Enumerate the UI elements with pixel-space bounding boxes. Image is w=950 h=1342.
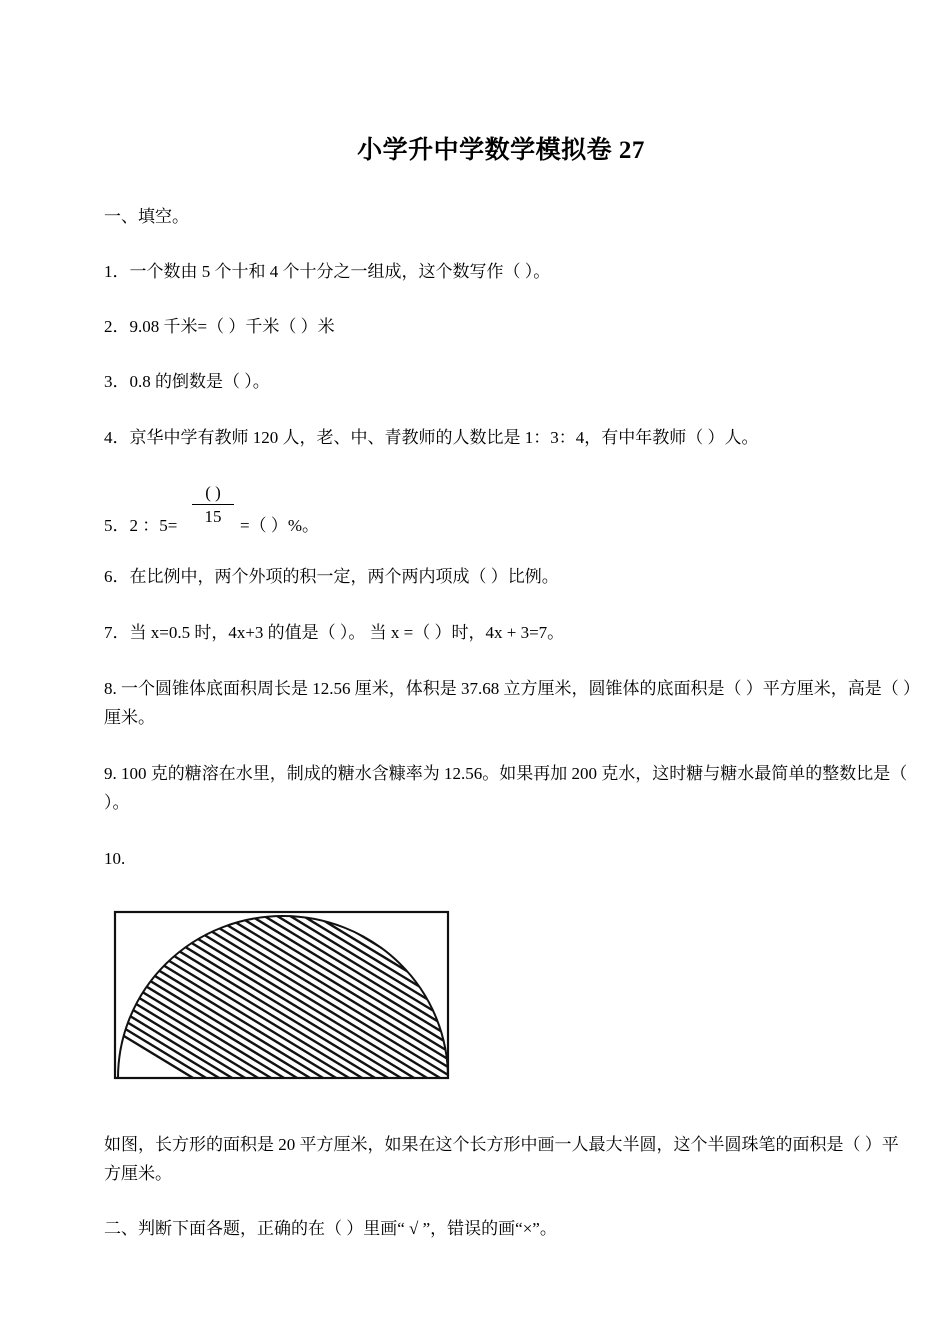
question-4: 4．京华中学有教师 120 人，老、中、青教师的人数比是 1：3：4，有中年教师（ ）人。 — [104, 428, 759, 447]
fraction — [192, 482, 234, 529]
question-5-prefix: 5．2 ：5= — [104, 516, 178, 535]
question-5-suffix: =（ ）%。 — [240, 516, 319, 535]
question-7: 7．当 x=0.5 时，4x+3 的值是（ ）。 当 x =（ ）时，4x + 3=7。 — [104, 623, 565, 642]
section-heading-fill-blank: 一、填空。 — [104, 207, 189, 226]
hatch-lines — [113, 908, 453, 1084]
question-2: 2．9.08 千米=（ ）千米（ ）米 — [104, 317, 335, 336]
question-6: 6．在比例中，两个外项的积一定，两个两内项成（ ）比例。 — [104, 567, 559, 586]
hatch-line — [433, 908, 453, 1084]
hatch-line — [160, 908, 450, 1084]
figure-drawing — [113, 908, 453, 1084]
question-9: 9. 100 克的糖溶在水里，制成的糖水含糠率为 12.56。如果再加 200 克水，这时糖与糖水最简单的整数比是（ ）。 — [104, 764, 908, 812]
hatch-line — [121, 908, 411, 1084]
hatch-line — [147, 908, 437, 1084]
hatch-line — [134, 908, 424, 1084]
question-3: 3．0.8 的倒数是（ ）。 — [104, 372, 270, 391]
page-title: 小学升中学数学模拟卷 27 — [357, 137, 645, 164]
question-8: 8. 一个圆锥体底面积周长是 12.56 厘米，体积是 37.68 立方厘米，圆锥体的底面积是（ ）平方厘米，高是（ ）厘米。 — [104, 679, 912, 727]
section-heading-true-false: 二、判断下面各题，正确的在（ ）里画“ √ ”，错误的画“×”。 — [104, 1219, 557, 1238]
fraction-numerator: ( ) — [192, 482, 234, 505]
question-10-text: 如图，长方形的面积是 20 平方厘米，如果在这个长方形中画一人最大半圆，这个半圆珠笔的面积是（ ）平方厘米。 — [104, 1135, 899, 1183]
question-10-label: 10. — [104, 849, 126, 868]
fraction-denominator: 15 — [204, 507, 222, 526]
rectangle-semicircle-figure — [113, 908, 453, 1089]
question-1: 1．一个数由 5 个十和 4 个十分之一组成，这个数写作（ ）。 — [104, 262, 551, 281]
